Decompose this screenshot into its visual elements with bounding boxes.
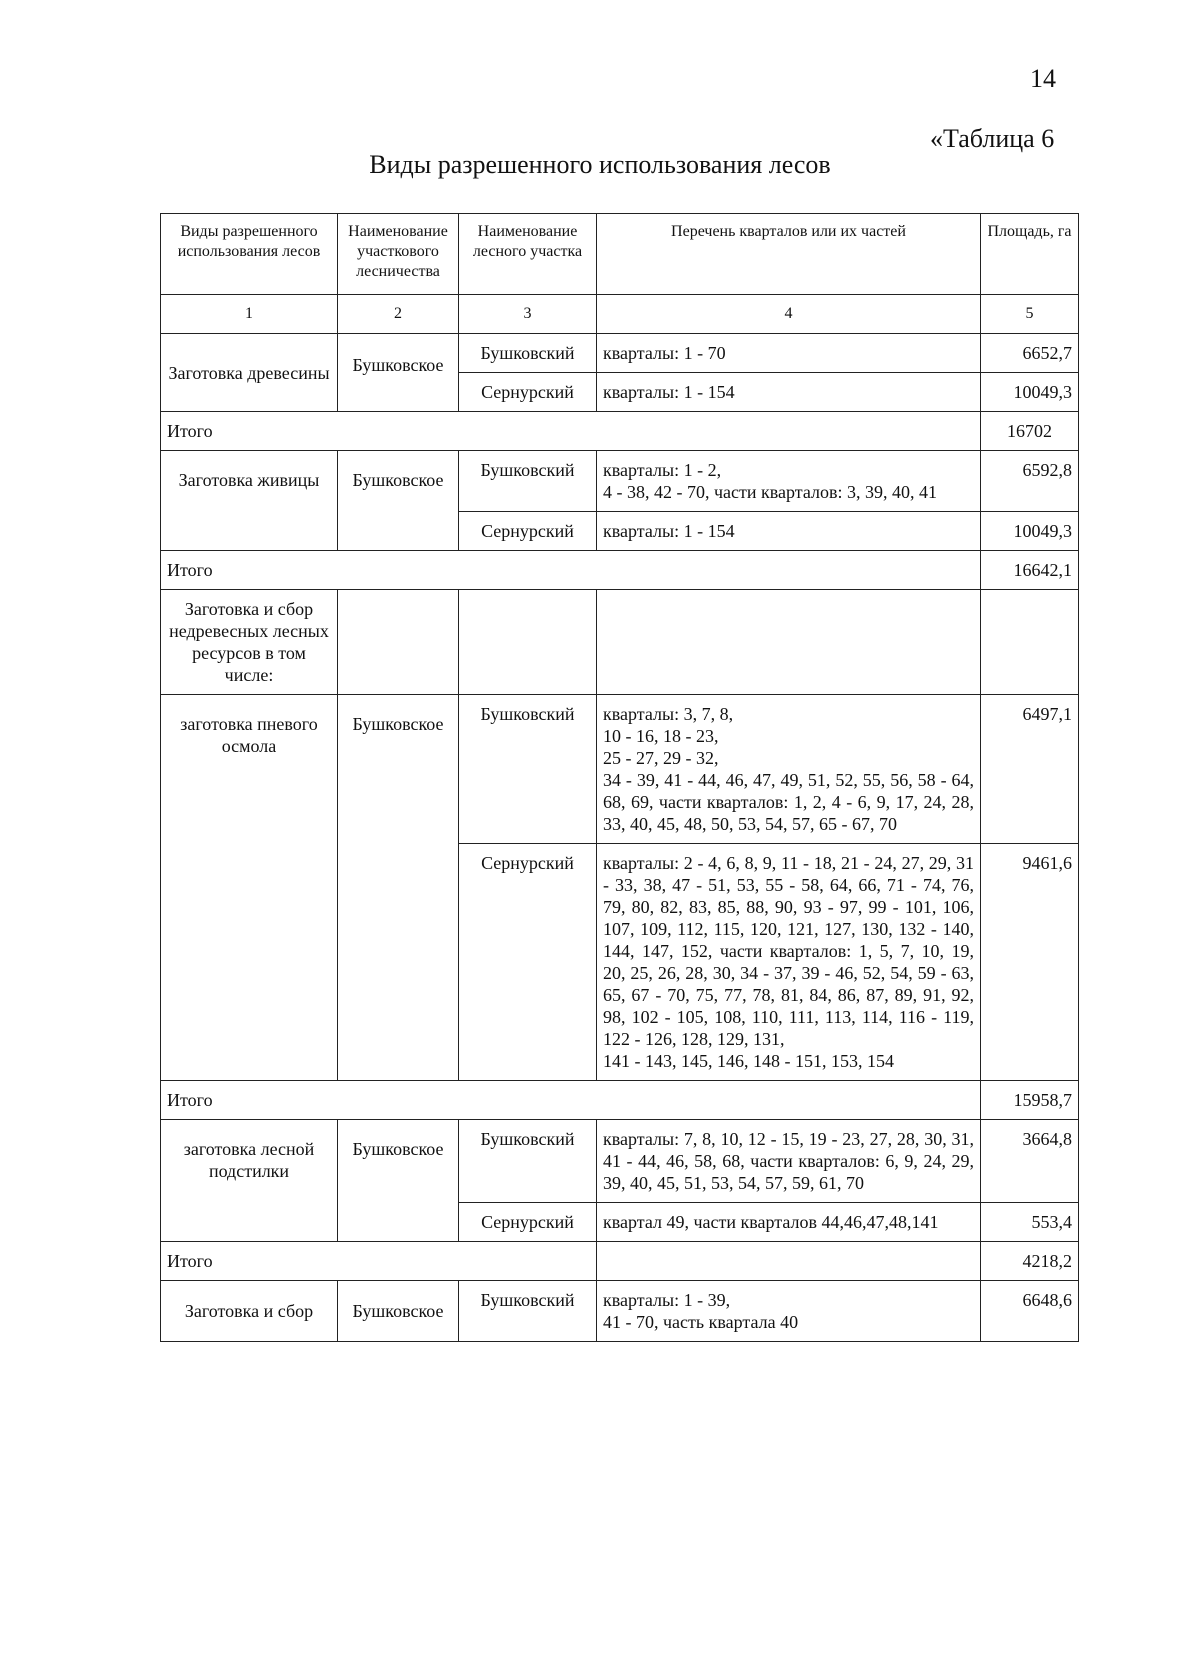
table-row (161, 334, 1079, 373)
total-row (161, 551, 1079, 590)
forestry-cell: Бушковское (338, 1281, 459, 1342)
header-cell: Площадь, га (981, 214, 1079, 295)
total-value: 16702 (981, 412, 1079, 451)
forestry-cell: Бушковское (338, 451, 459, 551)
table-row (161, 590, 1079, 695)
quarters-cell: кварталы: 1 - 154 (597, 512, 981, 551)
column-number: 1 (161, 295, 338, 334)
forestry-cell: Бушковское (338, 695, 459, 1081)
table-row (161, 1120, 1079, 1203)
parcel-cell: Сернурский (459, 373, 597, 412)
parcel-cell: Бушковский (459, 334, 597, 373)
total-row (161, 1081, 1079, 1120)
header-cell: Виды разрешенного использования лесов (161, 214, 338, 295)
page-title: Виды разрешенного использования лесов (369, 150, 831, 179)
parcel-cell: Бушковский (459, 695, 597, 844)
table-caption: «Таблица 6 (930, 124, 1055, 153)
parcel-cell: Сернурский (459, 1203, 597, 1242)
area-cell: 6497,1 (981, 695, 1079, 844)
total-row (161, 412, 1079, 451)
total-value: 16642,1 (981, 551, 1079, 590)
quarters-cell: кварталы: 7, 8, 10, 12 - 15, 19 - 23, 27, 28, 30, 31, 41 - 44, 46, 58, 68, части кварталов: 6, 9, 24, 29, 39, 40, 45, 51, 53, 54, 57, 59, 61, 70 (597, 1120, 981, 1203)
area-cell: 553,4 (981, 1203, 1079, 1242)
area-cell: 6592,8 (981, 451, 1079, 512)
area-cell: 3664,8 (981, 1120, 1079, 1203)
area-cell: 6652,7 (981, 334, 1079, 373)
header-cell: Наименование лесного участка (459, 214, 597, 295)
column-number: 5 (981, 295, 1079, 334)
use-type-cell: заготовка лесной подстилки (161, 1120, 338, 1242)
parcel-cell: Сернурский (459, 844, 597, 1081)
column-number: 3 (459, 295, 597, 334)
total-label: Итого (161, 551, 981, 590)
quarters-cell: квартал 49, части кварталов 44,46,47,48,141 (597, 1203, 981, 1242)
quarters-cell: кварталы: 1 - 39, 41 - 70, часть квартала 40 (597, 1281, 981, 1342)
table-row (161, 695, 1079, 844)
quarters-cell: кварталы: 1 - 2, 4 - 38, 42 - 70, части кварталов: 3, 39, 40, 41 (597, 451, 981, 512)
total-value: 15958,7 (981, 1081, 1079, 1120)
total-row (161, 1242, 1079, 1281)
parcel-cell: Бушковский (459, 1120, 597, 1203)
column-number: 2 (338, 295, 459, 334)
header-row (161, 214, 1079, 295)
header-cell: Перечень кварталов или их частей (597, 214, 981, 295)
forestry-cell: Бушковское (338, 334, 459, 412)
use-type-cell: Заготовка живицы (161, 451, 338, 551)
area-cell: 9461,6 (981, 844, 1079, 1081)
use-type-cell: Заготовка древесины (161, 334, 338, 412)
page-number: 14 (1030, 64, 1056, 93)
quarters-cell: кварталы: 2 - 4, 6, 8, 9, 11 - 18, 21 - 24, 27, 29, 31 - 33, 38, 47 - 51, 53, 55 - 58, 64, 66, 71 - 74, 76, 79, 80, 82, 83, 85, 88, 90, 93 - 97, 99 - 101, 106, 107, 109, 112, 115, 120, 121, 127, 130, 132 - 140, 144, 147, 152, части кварталов: 1, 5, 7, 10, 19, 20, 25, 26, 28, 30, 34 - 37, 39 - 46, 52, 54, 59 - 63, 65, 67 - 70, 75, 77, 78, 81, 84, 86, 87, 89, 91, 92, 98, 102 - 105, 108, 110, 111, 113, 114, 116 - 119, 122 - 126, 128, 129, 131, 141 - 143, 145, 146, 148 - 151, 153, 154 (597, 844, 981, 1081)
column-number: 4 (597, 295, 981, 334)
use-type-cell: Заготовка и сбор (161, 1281, 338, 1342)
quarters-cell: кварталы: 1 - 70 (597, 334, 981, 373)
parcel-cell: Бушковский (459, 1281, 597, 1342)
parcel-cell: Сернурский (459, 512, 597, 551)
header-cell: Наименование участкового лесничества (338, 214, 459, 295)
total-label: Итого (161, 412, 981, 451)
column-number-row (161, 295, 1079, 334)
area-cell: 6648,6 (981, 1281, 1079, 1342)
table-row (161, 1281, 1079, 1342)
area-cell: 10049,3 (981, 512, 1079, 551)
total-label: Итого (161, 1242, 597, 1281)
total-label: Итого (161, 1081, 981, 1120)
use-heading-cell: Заготовка и сбор недревесных лесных ресурсов в том числе: (161, 590, 338, 695)
parcel-cell: Бушковский (459, 451, 597, 512)
forest-use-table (160, 213, 1079, 1342)
quarters-cell: кварталы: 3, 7, 8, 10 - 16, 18 - 23, 25 - 27, 29 - 32, 34 - 39, 41 - 44, 46, 47, 49, 51, 52, 55, 56, 58 - 64, 68, 69, части кварталов: 1, 2, 4 - 6, 9, 17, 24, 28, 33, 40, 45, 48, 50, 53, 54, 57, 65 - 67, 70 (597, 695, 981, 844)
area-cell: 10049,3 (981, 373, 1079, 412)
total-value: 4218,2 (981, 1242, 1079, 1281)
use-type-cell: заготовка пневого осмола (161, 695, 338, 1081)
table-row (161, 451, 1079, 512)
forestry-cell: Бушковское (338, 1120, 459, 1242)
quarters-cell: кварталы: 1 - 154 (597, 373, 981, 412)
